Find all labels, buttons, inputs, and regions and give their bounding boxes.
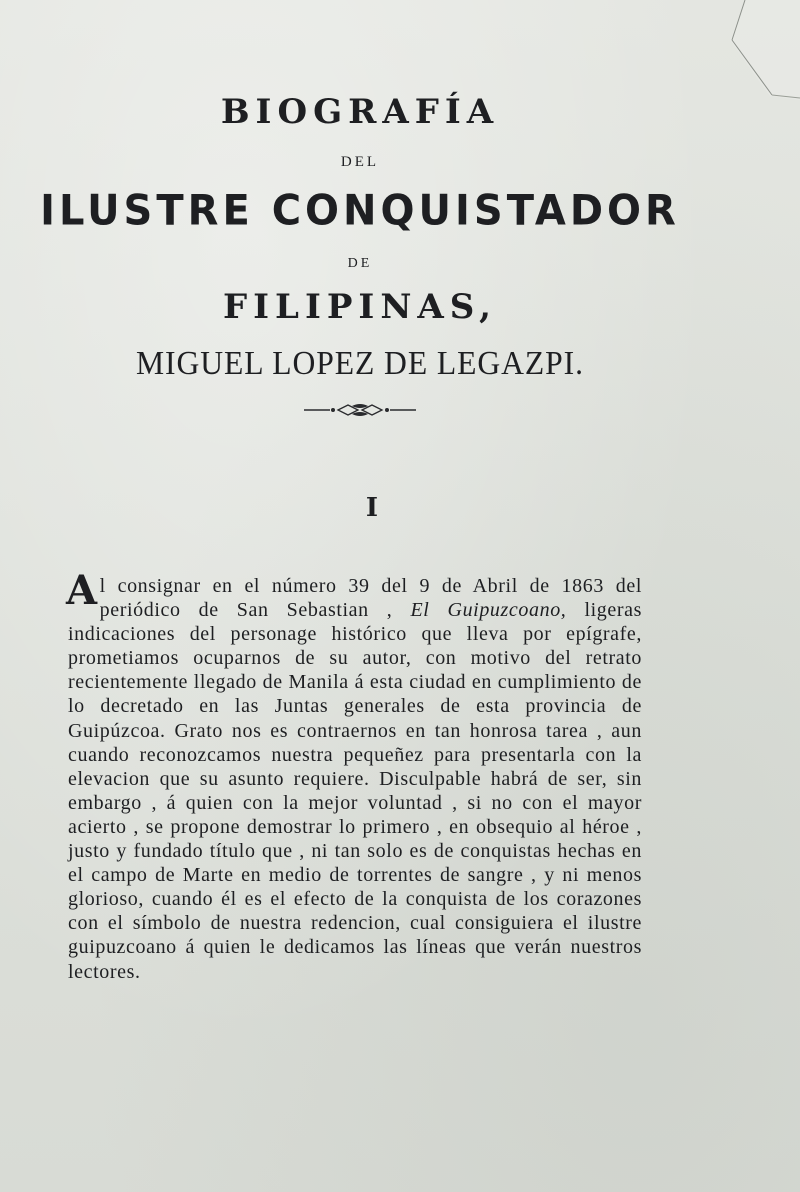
title-del: DEL xyxy=(340,154,380,170)
title-de: DE xyxy=(347,256,373,271)
body-paragraph xyxy=(66,567,642,984)
paragraph-text-start: l consignar en el número 39 del 9 de Abril de 1863 del periódico de San Sebastian , xyxy=(99,575,642,622)
page-corner-fold xyxy=(710,0,800,110)
title-author-name: MIGUEL LOPEZ DE LEGAZPI. xyxy=(136,345,584,382)
drop-cap: A xyxy=(66,567,98,614)
title-biografia: BIOGRAFÍA xyxy=(220,92,500,132)
section-number: I xyxy=(365,493,379,523)
ornamental-divider-icon xyxy=(300,402,420,418)
title-ilustre-conquistador: ILUSTRE CONQUISTADOR xyxy=(40,186,680,236)
title-filipinas: FILIPINAS, xyxy=(223,287,497,327)
newspaper-title: El Guipuzcoano, xyxy=(410,599,567,622)
paragraph-text-rest: ligeras indicaciones del personage histórico que lleva por epígrafe, prometiamos ocuparnos de su autor, con motivo del retrato recientemente llegado de Manila á esta ciudad en cumplimiento de lo decretado en las Juntas generales de esta provincia de Guipúzcoa. Grato nos es contraernos en tan honrosa tarea , aun cuando reconozcamos nuestra pequeñez para presentarla con la elevacion que su asunto requiere. Disculpable habrá de ser, sin embargo , á quien con la mejor voluntad , si no con el mayor acierto , se propone demostrar lo primero , en obsequio al héroe , justo y fundado título que , ni tan solo es de conquistas hechas en el campo de Marte en medio de torrentes de sangre , y ni menos glorioso, cuando él es el efecto de la conquista de los corazones con el símbolo de nuestra redencion, cual consiguiera el ilustre guipuzcoano á quien le dedicamos las líneas que verán nuestros lectores. xyxy=(68,599,642,983)
